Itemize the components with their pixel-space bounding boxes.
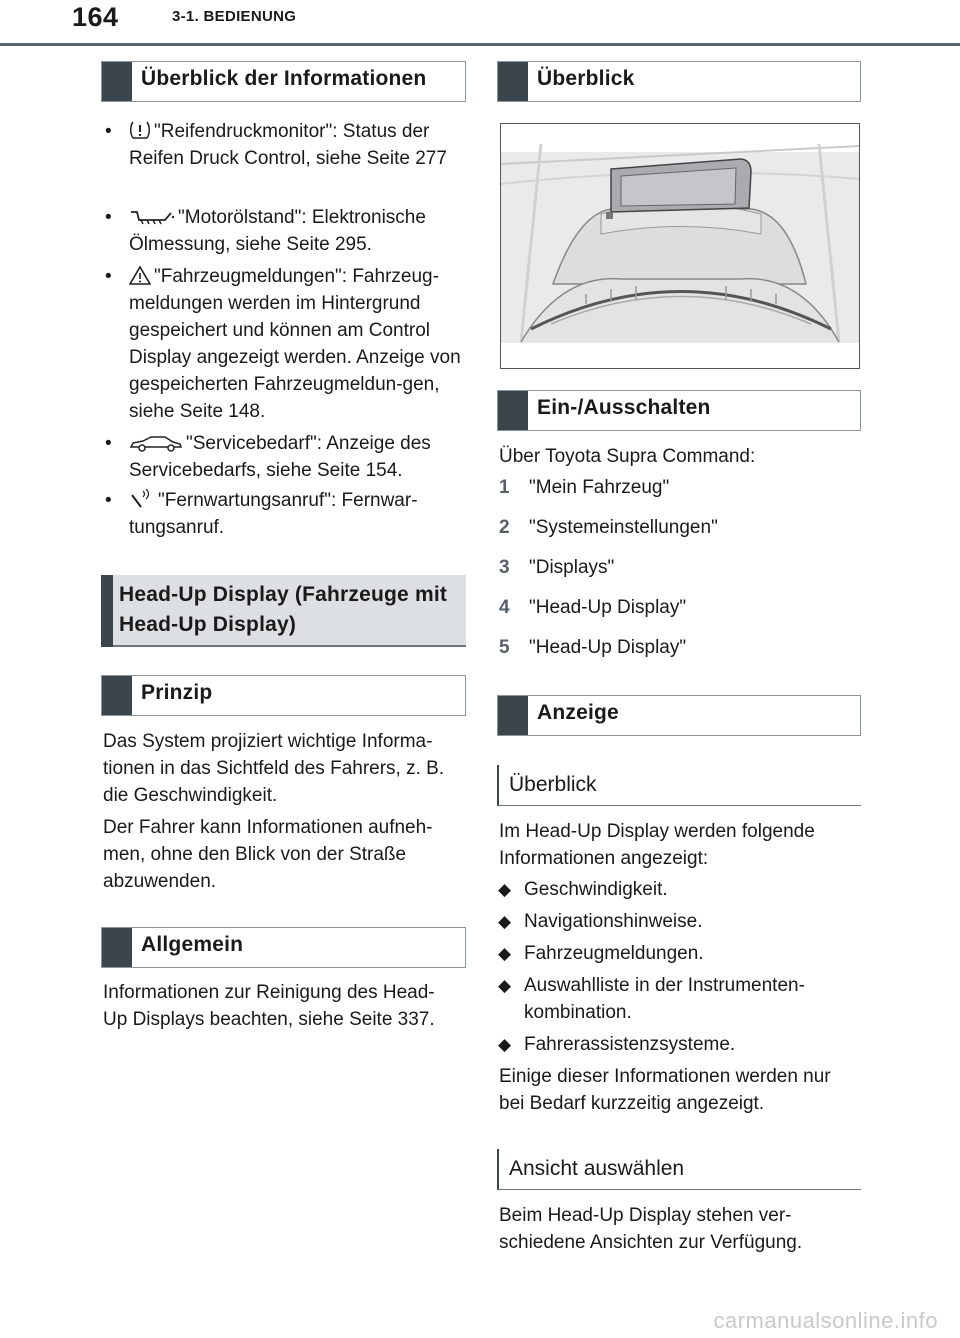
subheading-ueberblick: Überblick — [497, 765, 861, 806]
list-item: • "Reifendruckmonitor": Status der Reifen Druck Control, siehe Seite 277 — [105, 121, 447, 169]
list-item: ◆ Fahrerassistenzsysteme. — [524, 1031, 854, 1058]
diamond-bullet-icon: ◆ — [498, 944, 512, 963]
warning-triangle-icon — [129, 265, 151, 285]
chapter-title: 3-1. BEDIENUNG — [172, 8, 297, 25]
list-item: ◆ Geschwindigkeit. — [524, 876, 854, 903]
list-item: • "Motorölstand": Elektronische Ölmessung, siehe Seite 295. — [105, 207, 426, 255]
heading-bar — [101, 575, 113, 647]
section-heading-overview — [101, 61, 466, 102]
paragraph: Über Toyota Supra Command: — [499, 446, 756, 467]
remote-call-icon — [129, 489, 155, 509]
list-item: ◆ Navigationshinweise. — [524, 908, 854, 935]
heading-bar — [102, 62, 132, 101]
list-item: ◆ Fahrzeugmeldungen. — [524, 940, 854, 967]
section-heading-allgemein — [101, 927, 466, 968]
diamond-bullet-icon: ◆ — [498, 880, 512, 899]
paragraph: Informationen zur Reinigung des Head-Up Displays beachten, siehe Seite 337. — [103, 982, 435, 1030]
hud-illustration — [500, 123, 860, 369]
section-heading-prinzip — [101, 675, 466, 716]
heading-bar — [102, 676, 132, 715]
list-item: • "Fahrzeugmeldungen": Fahrzeug-meldungen werden im Hintergrund gespeichert und können am Control Display angezeigt werden. Anzeige von gespeicherten Fahrzeugmeldun-gen, siehe Seite 148. — [105, 266, 461, 422]
diamond-bullet-icon: ◆ — [498, 976, 512, 995]
section-heading-hud — [101, 575, 466, 647]
header-divider — [0, 43, 960, 46]
heading-bar — [498, 62, 528, 101]
subheading-ansicht: Ansicht auswählen — [497, 1149, 861, 1190]
heading-text: Prinzip — [141, 681, 213, 704]
list-item: • "Fernwartungsanruf": Fernwar-tungsanruf. — [105, 490, 418, 538]
tire-pressure-icon — [129, 120, 151, 140]
page-number: 164 — [72, 2, 119, 32]
heading-text: Anzeige — [537, 701, 619, 724]
diamond-bullet-icon: ◆ — [498, 1035, 512, 1054]
heading-text: Allgemein — [141, 933, 244, 956]
paragraph: Einige dieser Informationen werden nur bei Bedarf kurzzeitig angezeigt. — [499, 1066, 831, 1114]
heading-bar — [102, 928, 132, 967]
diamond-bullet-icon: ◆ — [498, 912, 512, 931]
list-item: • "Servicebedarf": Anzeige des Servicebedarfs, siehe Seite 154. — [105, 433, 431, 481]
heading-bar — [498, 696, 528, 735]
car-service-icon — [129, 434, 183, 452]
section-heading-ein-aus — [497, 390, 861, 431]
heading-text: Überblick — [537, 67, 635, 90]
heading-text: Überblick der Informationen — [141, 67, 427, 90]
heading-bar — [498, 391, 528, 430]
dashboard-drawing — [501, 124, 859, 368]
heading-text: Ein-/Ausschalten — [537, 396, 711, 419]
paragraph: Der Fahrer kann Informationen aufneh-men, ohne den Blick von der Straße abzuwenden. — [103, 817, 433, 892]
oil-level-icon — [129, 208, 175, 226]
list-item: ◆ Auswahlliste in der Instrumenten-kombination. — [524, 972, 834, 1026]
paragraph: Im Head-Up Display werden folgende Informationen angezeigt: — [499, 821, 815, 869]
paragraph: Das System projiziert wichtige Informa-tionen in das Sichtfeld des Fahrers, z. B. die Geschwindigkeit. — [103, 731, 445, 806]
paragraph: Beim Head-Up Display stehen ver-schiedene Ansichten zur Verfügung. — [499, 1205, 803, 1253]
heading-text: Head-Up Display (Fahrzeuge mit Head-Up Display) — [119, 583, 448, 636]
section-heading-anzeige — [497, 695, 861, 736]
section-heading-ueberblick — [497, 61, 861, 102]
watermark: carmanualsonline.info — [713, 1308, 938, 1333]
